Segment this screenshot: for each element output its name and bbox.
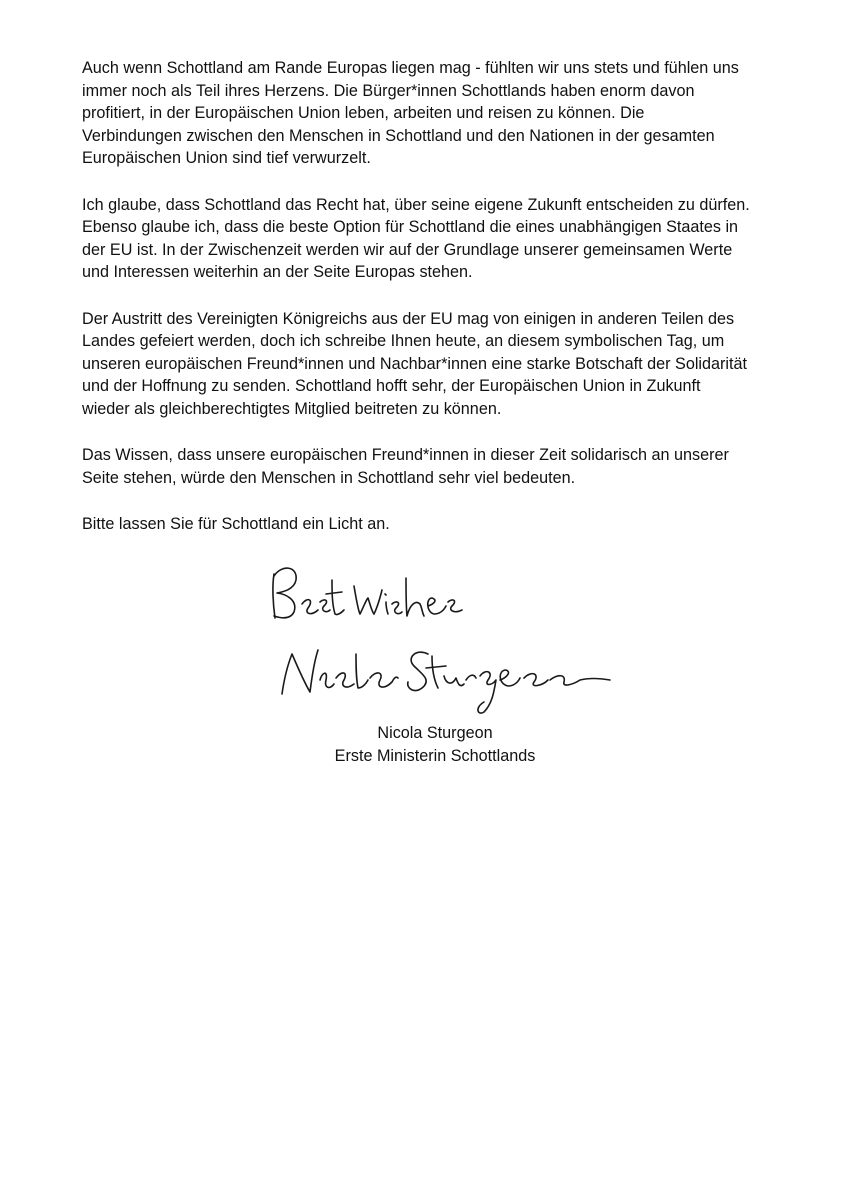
signatory-block (300, 722, 570, 767)
signatory-title: Erste Ministerin Schottlands (334, 746, 536, 765)
handwritten-signature (262, 556, 622, 721)
signature-drawing (262, 556, 622, 721)
text-line: der EU ist. In der Zwischenzeit werden wir auf der Grundlage unserer gemeinsamen Werte (82, 240, 733, 259)
text-line: und Interessen weiterhin an der Seite Europas stehen. (82, 263, 473, 281)
text-line: immer noch als Teil ihres Herzens. Die Bürger*innen Schottlands haben enorm davon (82, 81, 695, 100)
signatory-name: Nicola Sturgeon (377, 724, 493, 742)
letter-body (82, 57, 812, 560)
text-line: Das Wissen, dass unsere europäischen Freund*innen in dieser Zeit solidarisch an unserer (82, 446, 729, 464)
text-line: unseren europäischen Freund*innen und Nachbar*innen eine starke Botschaft der Solidarität (82, 354, 748, 373)
text-line: Europäischen Union sind tief verwurzelt. (82, 149, 371, 167)
text-line: Seite stehen, würde den Menschen in Schottland sehr viel bedeuten. (82, 468, 576, 487)
text-line: Ich glaube, dass Schottland das Recht hat, über seine eigene Zukunft entscheiden zu dürfen. (82, 195, 750, 214)
text-line: profitiert, in der Europäischen Union leben, arbeiten und reisen zu können. Die (82, 104, 645, 122)
text-line: Verbindungen zwischen den Menschen in Schottland und den Nationen in der gesamten (82, 126, 715, 145)
text-line: und der Hoffnung zu senden. Schottland hofft sehr, der Europäischen Union in Zukunft (82, 377, 701, 395)
paragraph-1 (82, 57, 812, 170)
paragraph-3 (82, 308, 812, 421)
text-line: Der Austritt des Vereinigten Königreichs aus der EU mag von einigen in anderen Teilen des (82, 309, 735, 328)
text-line: Auch wenn Schottland am Rande Europas liegen mag - fühlten wir uns stets und fühlen uns (82, 59, 739, 77)
text-line: wieder als gleichberechtigtes Mitglied beitreten zu können. (82, 399, 502, 418)
paragraph-4 (82, 444, 812, 489)
closing-line: Bitte lassen Sie für Schottland ein Licht an. (82, 515, 390, 533)
text-line: Ebenso glaube ich, dass die beste Option für Schottland die eines unabhängigen Staates in (82, 218, 739, 236)
text-line: Landes gefeiert werden, doch ich schreibe Ihnen heute, an diesem symbolischen Tag, um (82, 332, 725, 350)
paragraph-2 (82, 194, 812, 284)
